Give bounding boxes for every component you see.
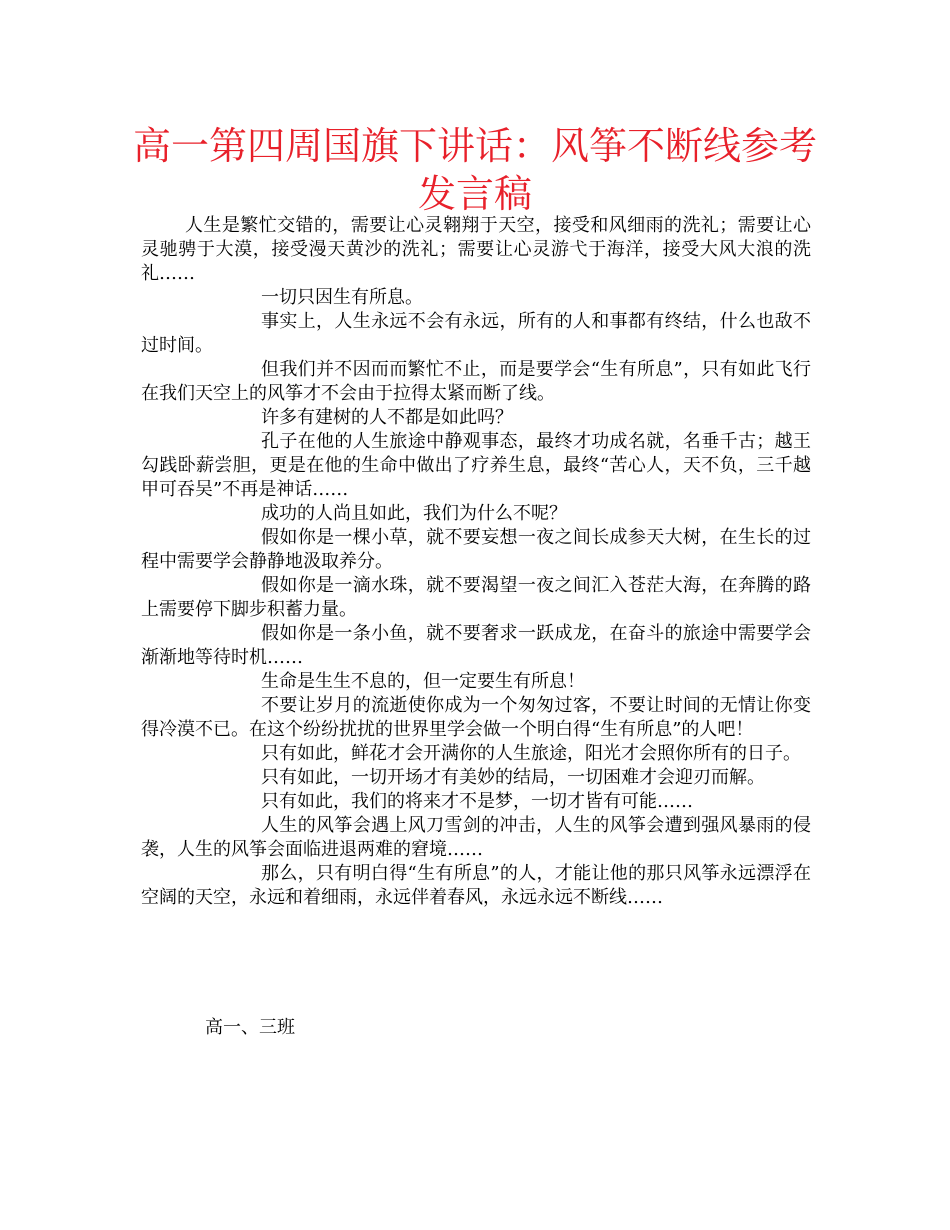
document-body bbox=[141, 214, 811, 910]
paragraph: 假如你是一棵小草，就不要妄想一夜之间长成参天大树，在生长的过程中需要学会静静地汲取养分。 bbox=[141, 527, 811, 572]
paragraph: 假如你是一条小鱼，就不要奢求一跃成龙，在奋斗的旅途中需要学会渐渐地等待时机…… bbox=[141, 623, 811, 668]
document-title: 高一第四周国旗下讲话：风筝不断线参考发言稿 bbox=[132, 124, 817, 216]
paragraph: 许多有建树的人不都是如此吗？ bbox=[261, 407, 513, 428]
paragraph: 那么，只有明白得“生有所息”的人，才能让他的那只风筝永远漂浮在空阔的天空，永远和着细雨，永远伴着春风，永远永远不断线…… bbox=[141, 863, 811, 908]
paragraph: 但我们并不因而而繁忙不止，而是要学会“生有所息”，只有如此飞行在我们天空上的风筝才不会由于拉得太紧而断了线。 bbox=[141, 359, 811, 404]
paragraph: 成功的人尚且如此，我们为什么不呢？ bbox=[261, 503, 567, 524]
paragraph: 事实上，人生永远不会有永远，所有的人和事都有终结，什么也敌不过时间。 bbox=[141, 311, 811, 356]
paragraph: 不要让岁月的流逝使你成为一个匆匆过客，不要让时间的无情让你变得冷漠不已。在这个纷纷扰扰的世界里学会做一个明白得“生有所息”的人吧！ bbox=[141, 695, 811, 740]
paragraph: 只有如此，鲜花才会开满你的人生旅途，阳光才会照你所有的日子。 bbox=[261, 743, 801, 764]
paragraph: 一切只因生有所息。 bbox=[261, 287, 423, 308]
paragraph: 孔子在他的人生旅途中静观事态，最终才功成名就，名垂千古；越王勾践卧薪尝胆，更是在他的生命中做出了疗养生息，最终“苦心人，天不负，三千越甲可吞吴”不再是神话…… bbox=[141, 431, 811, 500]
paragraph: 人生的风筝会遇上风刀雪剑的冲击，人生的风筝会遭到强风暴雨的侵袭，人生的风筝会面临进退两难的窘境…… bbox=[141, 815, 811, 860]
paragraph: 假如你是一滴水珠，就不要渴望一夜之间汇入苍茫大海，在奔腾的路上需要停下脚步积蓄力量。 bbox=[141, 575, 811, 620]
paragraph: 只有如此，一切开场才有美妙的结局，一切困难才会迎刃而解。 bbox=[261, 767, 765, 788]
signature: 高一、三班 bbox=[205, 1017, 295, 1038]
paragraph: 人生是繁忙交错的，需要让心灵翱翔于天空，接受和风细雨的洗礼；需要让心灵驰骋于大漠，接受漫天黄沙的洗礼；需要让心灵游弋于海洋，接受大风大浪的洗礼…… bbox=[141, 215, 811, 284]
paragraph: 只有如此，我们的将来才不是梦，一切才皆有可能…… bbox=[261, 791, 693, 812]
paragraph: 生命是生生不息的，但一定要生有所息！ bbox=[261, 671, 585, 692]
